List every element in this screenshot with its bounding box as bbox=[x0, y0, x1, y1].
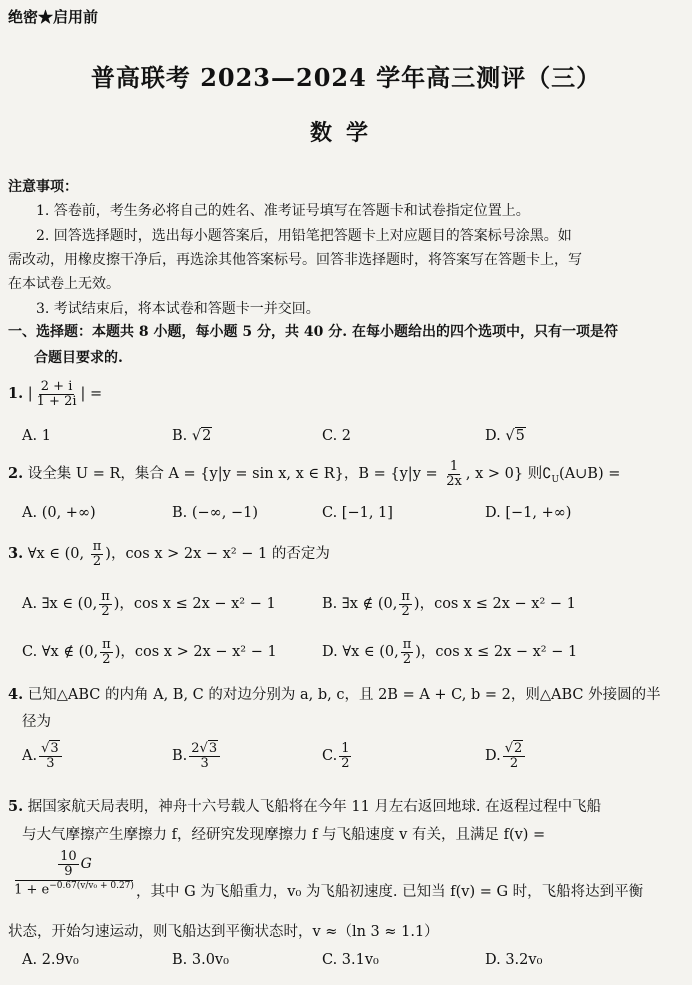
option-label: B. bbox=[172, 748, 188, 765]
question-4-cont: 径为 bbox=[22, 714, 51, 730]
fraction bbox=[503, 742, 526, 770]
numerator: 10 bbox=[60, 849, 77, 864]
option-text: B. ∃x ∉ (0, bbox=[322, 596, 398, 613]
q5-option-b: B. 3.0v₀ bbox=[172, 952, 229, 968]
note-1: 1. 答卷前，考生务必将自己的姓名、准考证号填写在答题卡和试卷指定位置上。 bbox=[36, 203, 530, 219]
fraction bbox=[58, 850, 79, 878]
option-label: D. bbox=[485, 428, 506, 444]
fraction bbox=[99, 590, 112, 618]
q3-option-a bbox=[22, 590, 276, 618]
question-text: (A∪B) = bbox=[559, 466, 621, 483]
formula-denominator bbox=[14, 881, 134, 897]
coefficient: 2 bbox=[191, 741, 200, 756]
radicand: 5 bbox=[515, 428, 525, 444]
q5-option-a: A. 2.9v₀ bbox=[22, 952, 79, 968]
exponent: −0.67(v/v₀ + 0.27) bbox=[49, 881, 134, 892]
confidential-mark: 绝密★启用前 bbox=[8, 8, 99, 26]
fraction bbox=[39, 742, 62, 770]
question-number: 2. bbox=[8, 465, 24, 483]
denominator: 1 + 2i bbox=[36, 393, 77, 409]
q2-option-d: D. [−1, +∞) bbox=[485, 505, 572, 521]
question-number: 3. bbox=[8, 545, 24, 563]
question-number: 5. bbox=[8, 798, 24, 815]
option-label: A. bbox=[22, 748, 38, 765]
numerator: 1 bbox=[449, 459, 459, 474]
fraction bbox=[339, 742, 351, 770]
q2-option-b: B. (−∞, −1) bbox=[172, 505, 259, 521]
option-text: A. ∃x ∈ (0, bbox=[22, 596, 98, 613]
option-label: D. bbox=[485, 748, 501, 765]
denominator: 3 bbox=[46, 755, 55, 771]
subscript: U bbox=[551, 475, 560, 486]
fraction bbox=[399, 590, 412, 618]
note-2b: 需改动，用橡皮擦干净后，再选涂其他答案标号。回答非选择题时，将答案写在答题卡上，写 bbox=[8, 252, 582, 268]
question-text: 设全集 U = R，集合 A = {y|y = sin x, x ∈ R}，B = {y|y = bbox=[27, 466, 443, 483]
option-text: C. ∀x ∉ (0, bbox=[22, 644, 99, 661]
fraction bbox=[91, 540, 104, 568]
numerator: π bbox=[102, 637, 111, 652]
q1-option-c: C. 2 bbox=[322, 428, 352, 444]
option-text: )，cos x > 2x − x² − 1 bbox=[114, 644, 277, 661]
q5-option-c: C. 3.1v₀ bbox=[322, 952, 379, 968]
note-2c: 在本试卷上无效。 bbox=[8, 276, 120, 292]
option-label: B. bbox=[172, 428, 192, 444]
radicand: 3 bbox=[50, 741, 59, 756]
q4-option-c bbox=[322, 742, 353, 770]
denominator: 2 bbox=[92, 553, 102, 569]
abs-bar: | bbox=[27, 386, 33, 403]
q1-option-b: B. √2 bbox=[172, 428, 212, 444]
option-text: )，cos x ≤ 2x − x² − 1 bbox=[415, 644, 578, 661]
denominator: 2x bbox=[446, 473, 462, 489]
option-text: D. ∀x ∈ (0, bbox=[322, 644, 399, 661]
q4-option-b bbox=[172, 742, 222, 770]
q4-option-a bbox=[22, 742, 64, 770]
equals: | = bbox=[80, 386, 103, 403]
numerator: π bbox=[101, 589, 110, 604]
fraction bbox=[189, 742, 220, 770]
denominator: 2 bbox=[509, 755, 519, 771]
numerator: √2 bbox=[503, 742, 526, 757]
note-3: 3. 考试结束后，将本试卷和答题卡一并交回。 bbox=[36, 301, 320, 317]
radicand: 3 bbox=[208, 741, 218, 756]
question-2 bbox=[8, 460, 620, 488]
question-text: ∀x ∈ (0, bbox=[27, 546, 89, 563]
q2-option-a: A. (0, +∞) bbox=[22, 505, 96, 521]
formula-numerator bbox=[56, 850, 92, 878]
numerator: √3 bbox=[39, 742, 62, 757]
q1-option-d: D. √5 bbox=[485, 428, 525, 444]
question-text: 已知△ABC 的内角 A, B, C 的对边分别为 a, b, c，且 2B = A + C, b = 2，则△ABC 外接圆的半 bbox=[27, 687, 661, 703]
q3-option-b bbox=[322, 590, 576, 618]
numerator: 2 + i bbox=[40, 379, 73, 394]
numerator: π bbox=[402, 637, 412, 652]
question-number: 4. bbox=[8, 686, 24, 703]
denominator: 2 bbox=[102, 651, 111, 667]
q3-option-d bbox=[322, 638, 577, 666]
option-label: C. bbox=[322, 748, 338, 765]
option-text: )，cos x ≤ 2x − x² − 1 bbox=[413, 596, 576, 613]
question-5-line2: 与大气摩擦产生摩擦力 f，经研究发现摩擦力 f 与飞船速度 v 有关，且满足 f(v) = bbox=[22, 827, 546, 843]
exam-subject: 数学 bbox=[309, 120, 382, 146]
gravity-symbol: G bbox=[80, 856, 92, 873]
fraction bbox=[401, 638, 414, 666]
radicand: 2 bbox=[202, 428, 212, 444]
question-5-line4: 状态，开始匀速运动，则飞船达到平衡状态时，v ≈（ln 3 ≈ 1.1） bbox=[8, 924, 439, 940]
question-text: 据国家航天局表明，神舟十六号载人飞船将在今年 11 月左右返回地球. 在返程过程中飞船 bbox=[27, 799, 602, 815]
question-text: )，cos x > 2x − x² − 1 的否定为 bbox=[105, 546, 330, 563]
formula-block bbox=[14, 850, 134, 898]
question-text: , x > 0} 则∁ bbox=[465, 466, 552, 483]
numerator: 1 bbox=[341, 741, 350, 756]
q5-option-d: D. 3.2v₀ bbox=[485, 952, 543, 968]
denominator: 2 bbox=[401, 603, 410, 619]
denominator-base: 1 + e bbox=[14, 882, 50, 898]
numerator: π bbox=[92, 539, 102, 554]
q2-option-c: C. [−1, 1] bbox=[322, 505, 393, 521]
denominator: 3 bbox=[200, 755, 209, 771]
numerator: π bbox=[401, 589, 410, 604]
fraction bbox=[444, 460, 464, 488]
q1-option-a: A. 1 bbox=[22, 428, 51, 444]
fraction bbox=[100, 638, 113, 666]
option-text: )，cos x ≤ 2x − x² − 1 bbox=[113, 596, 276, 613]
denominator: 2 bbox=[101, 603, 110, 619]
section-heading: 一、选择题：本题共 8 小题，每小题 5 分，共 40 分. 在每小题给出的四个选项中，只有一项是符 bbox=[8, 324, 618, 340]
exam-title: 普高联考 2023—2024 学年高三测评（三） bbox=[90, 63, 602, 92]
fraction bbox=[35, 380, 79, 408]
radicand: 2 bbox=[514, 741, 523, 756]
numerator: 2√3 bbox=[189, 742, 220, 757]
note-2a: 2. 回答选择题时，选出每小题答案后，用铅笔把答题卡上对应题目的答案标号涂黑。如 bbox=[36, 228, 572, 244]
denominator: 2 bbox=[341, 755, 350, 771]
section-heading-2: 合题目要求的. bbox=[34, 350, 123, 366]
question-4 bbox=[8, 683, 661, 704]
question-3 bbox=[8, 540, 330, 568]
question-number: 1. bbox=[8, 385, 24, 403]
question-5 bbox=[8, 795, 601, 816]
q3-option-c bbox=[22, 638, 277, 666]
question-1 bbox=[8, 380, 102, 408]
question-5-line3: ，其中 G 为飞船重力，v₀ 为飞船初速度. 已知当 f(v) = G 时，飞船将达到平衡 bbox=[136, 884, 644, 900]
denominator: 2 bbox=[402, 651, 412, 667]
denominator: 9 bbox=[64, 863, 73, 879]
q4-option-d bbox=[485, 742, 527, 770]
notes-heading: 注意事项： bbox=[8, 179, 78, 195]
